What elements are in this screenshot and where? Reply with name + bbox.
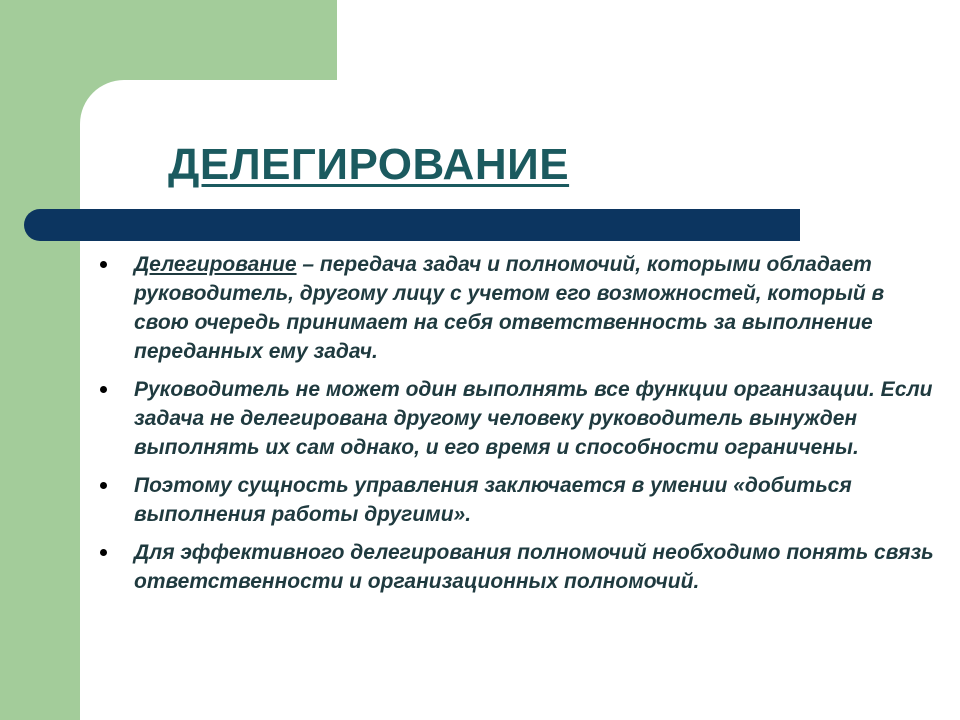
bullet-item-management-essence — [96, 471, 936, 529]
term-delegation: Делегирование — [134, 253, 297, 276]
slide-title: ДЕЛЕГИРОВАНИЕ — [168, 140, 570, 189]
bullet-dot-icon — [100, 549, 107, 556]
bullet-dot-icon — [100, 386, 107, 393]
bullet-item-manager-functions — [96, 375, 936, 462]
bullet-text: Поэтому сущность управления заключается в умении «добиться выполнения работы другими». — [134, 474, 852, 526]
bullet-dot-icon — [100, 261, 107, 268]
bullet-item-delegation-definition — [96, 250, 936, 366]
bullet-text: Руководитель не может один выполнять все функции организации. Если задача не делегирована другому человеку руководитель вынужден выполнять их сам однако, и его время и способности ограничены. — [134, 378, 933, 459]
title-divider-bar — [24, 209, 800, 241]
bullet-text: Для эффективного делегирования полномочий необходимо понять связь ответственности и организационных полномочий. — [134, 541, 934, 593]
bullet-dot-icon — [100, 482, 107, 489]
bullet-text: – передача задач и полномочий, которыми обладает руководитель, другому лицу с учетом его возможностей, который в свою очередь принимает на себя ответственность за выполнение переданных ему задач. — [134, 253, 885, 363]
bullet-item-effective-delegation — [96, 538, 936, 596]
bullet-list — [96, 250, 936, 605]
